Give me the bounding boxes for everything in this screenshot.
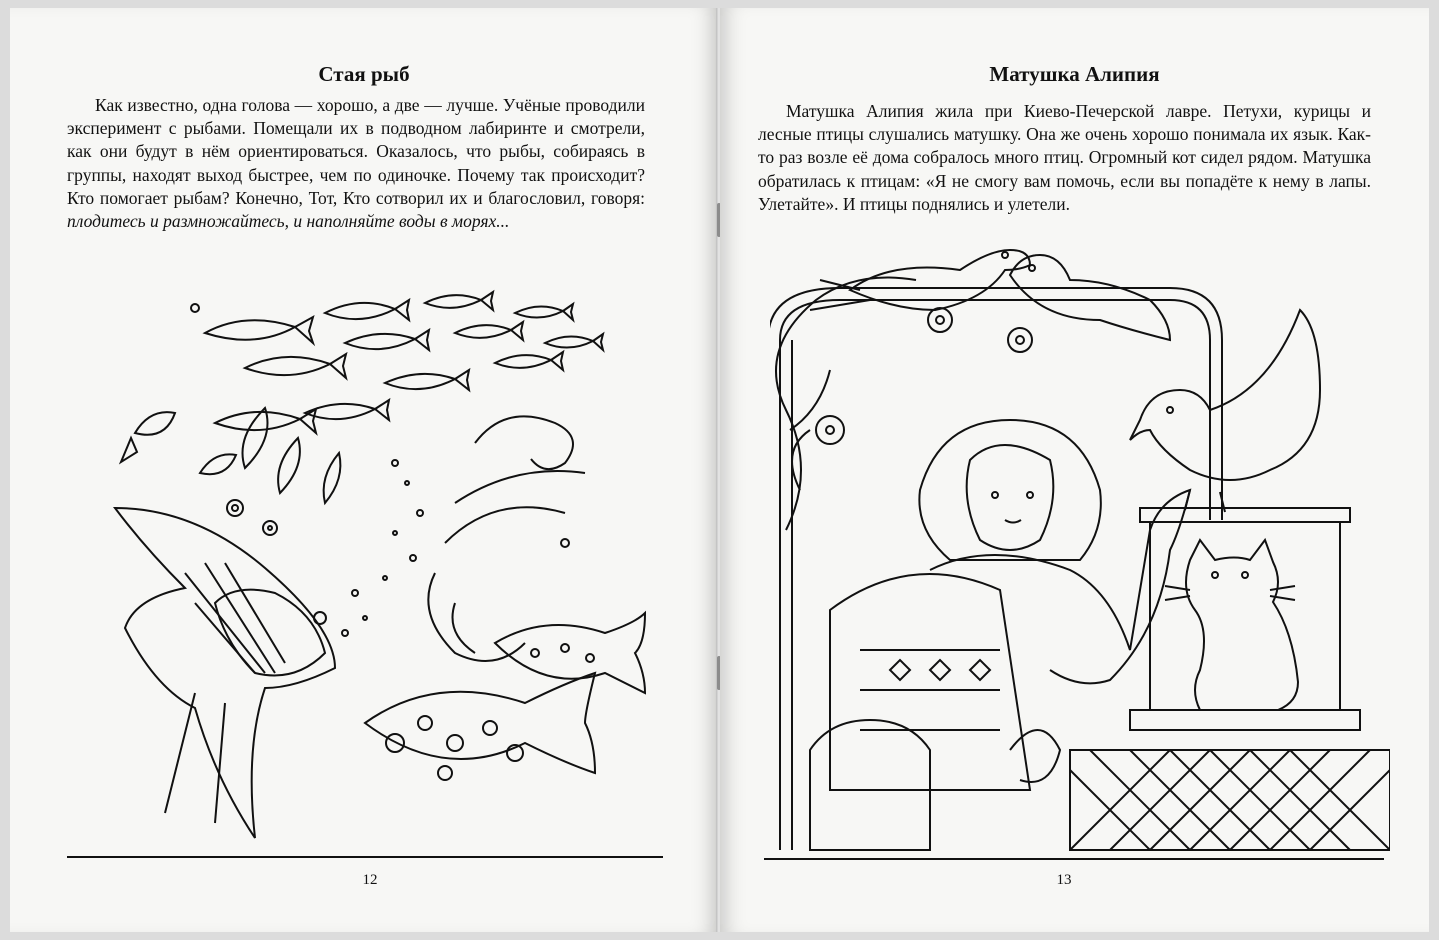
matushka-figure [830, 420, 1190, 790]
left-page-quote: плодитесь и размножайтесь, и наполняйте воды в морях... [67, 211, 510, 232]
booklet-spread [10, 8, 1429, 932]
right-page-paragraph: Матушка Алипия жила при Киево-Печерской лавре. Петухи, курицы и лесные птицы слушались матушку. Она же очень хорошо понимала их язык. Как-то раз возле её дома собралось много птиц. Огромный кот сидел рядом. Матушка обратилась к птицам: «Я не смогу вам помочь, если вы попадёте к нему в лапы. Улетайте». И птицы поднялись и улетели. [758, 101, 1371, 214]
fish-school-illustration [95, 273, 655, 853]
left-page [10, 8, 718, 932]
small-fish-group [121, 292, 603, 503]
bird-on-branch-right [1010, 255, 1170, 340]
hen [1130, 310, 1320, 512]
left-page-rule [67, 856, 663, 858]
right-page [720, 8, 1429, 932]
left-page-title: Стая рыб [318, 62, 410, 86]
left-page-paragraph: Как известно, одна голова — хорошо, а две — лучше. Учёные проводили эксперимент с рыбами. Помещали их в подводном лабиринте и смотрели, как они будут в нём ориентироваться. Оказалось, что рыбы, собираясь в группы, находят выход быстрее, чем по одиночке. Почему так происходит? Кто помогает рыбам? Конечно, Тот, Кто сотворил их и благословил, говоря: [67, 95, 645, 208]
right-page-text [758, 100, 1371, 216]
shelves [1130, 508, 1360, 730]
waves-decoration [191, 304, 585, 661]
right-page-title: Матушка Алипия [989, 62, 1160, 86]
right-page-rule [764, 858, 1384, 860]
left-page-text [67, 94, 645, 233]
flounder-fish [365, 613, 645, 780]
lattice-fence [810, 720, 1390, 850]
right-page-number: 13 [1056, 872, 1072, 888]
angelfish [115, 508, 335, 838]
cat [1165, 540, 1298, 710]
matushka-alipia-illustration [770, 230, 1390, 860]
left-page-number: 12 [362, 872, 378, 888]
